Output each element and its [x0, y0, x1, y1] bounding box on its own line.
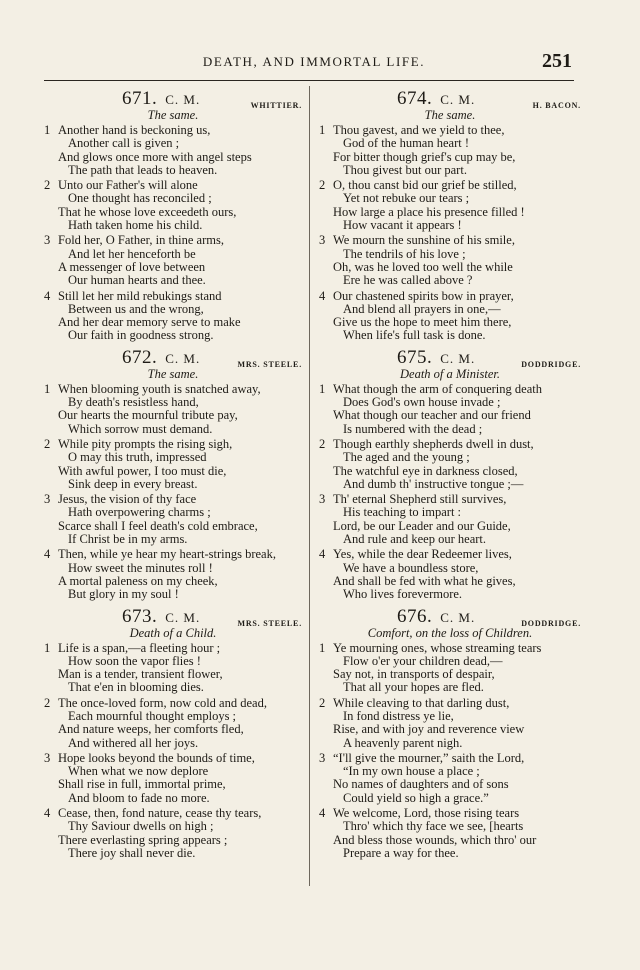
verse-line: [319, 752, 581, 765]
stanza: [44, 383, 302, 436]
verse-text: And bless those wounds, which thro' our: [333, 832, 537, 847]
verse-line: [44, 137, 302, 150]
stanza-number: 3: [44, 492, 51, 507]
verse-text: How sweet the minutes roll !: [68, 560, 213, 575]
hymn-heading: [319, 88, 581, 108]
verse-text: There everlasting spring appears ;: [58, 832, 228, 847]
verse-line: [319, 506, 581, 519]
verse-text: O, thou canst bid our grief be stilled,: [333, 178, 517, 193]
verse-line: [319, 451, 581, 464]
verse-line: [44, 778, 302, 791]
verse-line: [44, 438, 302, 451]
stanza-number: 4: [44, 806, 51, 821]
verse-line: [319, 465, 581, 478]
verse-text: There joy shall never die.: [68, 845, 196, 860]
verse-line: [319, 710, 581, 723]
verse-text: Is numbered with the dead ;: [343, 421, 483, 436]
verse-line: [44, 697, 302, 710]
verse-text: How large a place his presence filled !: [333, 204, 525, 219]
verse-line: [44, 248, 302, 261]
verse-line: [44, 642, 302, 655]
stanza-number: 2: [44, 695, 51, 710]
verse-text: Rise, and with joy and reverence view: [333, 722, 525, 737]
verse-line: [319, 248, 581, 261]
hymn-meter: C. M.: [440, 92, 476, 107]
stanza-number: 2: [44, 178, 51, 193]
stanza-number: 1: [319, 640, 326, 655]
verse-text: Thy Saviour dwells on high ;: [68, 819, 214, 834]
verse-line: [44, 179, 302, 192]
stanza: [44, 438, 302, 491]
hymn: [44, 606, 302, 861]
verse-text: Yes, while the dear Redeemer lives,: [333, 547, 512, 562]
stanza-number: 1: [319, 381, 326, 396]
verse-line: [44, 575, 302, 588]
verse-text: O may this truth, impressed: [68, 450, 207, 465]
hymn-subtitle: The same.: [424, 108, 476, 122]
verse-text: Hope looks beyond the bounds of time,: [58, 750, 255, 765]
verse-text: Fold her, O Father, in thine arms,: [58, 233, 224, 248]
stanza-number: 1: [44, 381, 51, 396]
verse-line: [44, 533, 302, 546]
verse-line: [319, 274, 581, 287]
verse-text: Thou gavest, and we yield to thee,: [333, 123, 505, 137]
verse-line: [319, 179, 581, 192]
stanza: [319, 383, 581, 436]
verse-text: Jesus, the vision of thy face: [58, 492, 197, 507]
verse-text: A mortal paleness on my cheek,: [58, 573, 218, 588]
verse-text: Say not, in transports of despair,: [333, 667, 495, 682]
verse-text: Another call is given ;: [68, 136, 180, 151]
composer-name: DODDRIDGE.: [521, 618, 581, 628]
verse-text: By death's resistless hand,: [68, 395, 199, 410]
verse-text: A heavenly parent nigh.: [343, 735, 463, 750]
verse-line: [319, 493, 581, 506]
verse-line: [44, 655, 302, 668]
verse-text: Thro' which thy face we see, [hearts: [343, 819, 524, 834]
hymn-subtitle: The same.: [147, 108, 199, 122]
verse-line: [319, 655, 581, 668]
verse-text: That all your hopes are fled.: [343, 680, 484, 695]
verse-line: [44, 409, 302, 422]
stanza-number: 4: [319, 288, 326, 303]
verse-line: [44, 668, 302, 681]
verse-line: [44, 478, 302, 491]
verse-text: How soon the vapor flies !: [68, 653, 201, 668]
verse-line: [319, 438, 581, 451]
verse-line: [44, 383, 302, 396]
verse-line: [319, 383, 581, 396]
verse-line: [44, 303, 302, 316]
stanza: [44, 548, 302, 601]
verse-text: And let her henceforth be: [68, 246, 196, 261]
verse-text: And blend all prayers in one,—: [343, 301, 501, 316]
hymn-number: [122, 88, 200, 110]
verse-line: [319, 668, 581, 681]
stanza: [319, 807, 581, 860]
hymn-number: [397, 606, 475, 628]
verse-text: Our human hearts and thee.: [68, 273, 206, 288]
stanza-number: 4: [319, 547, 326, 562]
stanza-number: 3: [44, 750, 51, 765]
verse-line: [319, 423, 581, 436]
verse-line: [319, 642, 581, 655]
hymn-number-text: 676.: [397, 605, 433, 627]
header-rule: [44, 80, 574, 81]
verse-line: [44, 423, 302, 436]
stanza-number: 1: [44, 123, 51, 137]
hymn-heading: [44, 606, 302, 626]
hymn: [319, 347, 581, 602]
hymn-subtitle: The same.: [147, 366, 199, 381]
verse-line: [319, 261, 581, 274]
verse-line: [319, 137, 581, 150]
verse-text: Our faith in goodness strong.: [68, 328, 214, 343]
verse-text: Life is a span,—a fleeting hour ;: [58, 640, 221, 655]
verse-text: Flow o'er your children dead,—: [343, 653, 503, 668]
composer-name: H. BACON.: [532, 101, 581, 110]
stanza-number: 2: [44, 436, 51, 451]
verse-line: [44, 820, 302, 833]
verse-line: [319, 290, 581, 303]
verse-text: Still let her mild rebukings stand: [58, 288, 222, 303]
verse-text: Then, while ye hear my heart-strings break,: [58, 547, 276, 562]
verse-text: His teaching to impart :: [343, 505, 462, 520]
verse-line: [319, 723, 581, 736]
verse-line: [319, 234, 581, 247]
stanza-number: 2: [319, 695, 326, 710]
stanza: [319, 548, 581, 601]
hymn-meter: C. M.: [440, 350, 476, 366]
verse-line: [44, 710, 302, 723]
hymn-number-text: 674.: [397, 88, 433, 109]
stanza: [319, 290, 581, 343]
verse-text: Hath overpowering charms ;: [68, 505, 211, 520]
verse-line: [44, 234, 302, 247]
verse-line: [44, 164, 302, 177]
verse-text: We welcome, Lord, those rising tears: [333, 806, 520, 821]
verse-line: [319, 807, 581, 820]
verse-text: And her dear memory serve to make: [58, 315, 241, 330]
verse-text: “In my own house a place ;: [343, 764, 480, 779]
verse-line: [44, 493, 302, 506]
verse-line: [319, 316, 581, 329]
verse-text: Shall rise in full, immortal prime,: [58, 777, 226, 792]
stanza-number: 3: [319, 492, 326, 507]
verse-text: The aged and the young ;: [343, 450, 470, 465]
verse-line: [44, 807, 302, 820]
verse-line: [319, 520, 581, 533]
stanza: [44, 290, 302, 343]
verse-line: [319, 396, 581, 409]
verse-text: Between us and the wrong,: [68, 301, 204, 316]
verse-text: Our chastened spirits bow in prayer,: [333, 288, 514, 303]
verse-text: Prepare a way for thee.: [343, 845, 459, 860]
verse-line: [319, 562, 581, 575]
hymn-number-text: 675.: [397, 346, 433, 368]
verse-text: The tendrils of his love ;: [343, 246, 466, 261]
verse-line: [319, 303, 581, 316]
verse-text: No names of daughters and of sons: [333, 777, 509, 792]
verse-text: And bloom to fade no more.: [68, 790, 210, 805]
verse-line: [319, 164, 581, 177]
composer-name: WHITTIER.: [250, 101, 302, 110]
verse-line: [44, 261, 302, 274]
verse-text: That he whose love exceedeth ours,: [58, 204, 237, 219]
verse-text: Unto our Father's will alone: [58, 178, 198, 193]
stanza: [319, 179, 581, 232]
verse-line: [44, 548, 302, 561]
verse-line: [44, 737, 302, 750]
stanza: [44, 807, 302, 860]
hymn: [319, 88, 581, 343]
verse-text: One thought has reconciled ;: [68, 191, 212, 206]
verse-line: [319, 206, 581, 219]
verse-line: [319, 697, 581, 710]
hymn-subtitle: Comfort, on the loss of Children.: [367, 625, 533, 640]
verse-text: In fond distress ye lie,: [343, 708, 454, 723]
verse-text: But glory in my soul !: [68, 587, 179, 602]
hymn-heading: [319, 606, 581, 626]
verse-line: [319, 409, 581, 422]
verse-text: Give us the hope to meet him there,: [333, 315, 512, 330]
verse-line: [319, 847, 581, 860]
hymn-subtitle: Death of a Minister.: [400, 366, 500, 381]
verse-text: And withered all her joys.: [68, 735, 199, 750]
verse-text: And shall be fed with what he gives,: [333, 573, 516, 588]
verse-text: Sink deep in every breast.: [68, 476, 198, 491]
verse-text: The watchful eye in darkness closed,: [333, 463, 518, 478]
verse-line: [319, 533, 581, 546]
stanza: [44, 752, 302, 805]
verse-line: [44, 274, 302, 287]
stanza: [44, 493, 302, 546]
column-divider: [309, 86, 310, 886]
verse-line: [44, 588, 302, 601]
verse-text: Another hand is beckoning us,: [58, 123, 211, 137]
hymn: [44, 88, 302, 343]
verse-line: [319, 151, 581, 164]
verse-line: [319, 478, 581, 491]
stanza: [319, 642, 581, 695]
stanza-number: 1: [44, 640, 51, 655]
hymn-heading: [319, 347, 581, 367]
verse-line: [44, 520, 302, 533]
stanza: [44, 124, 302, 177]
stanza-number: 1: [319, 123, 326, 137]
verse-text: Ere he was called above ?: [343, 273, 473, 288]
verse-line: [319, 792, 581, 805]
verse-line: [319, 329, 581, 342]
verse-line: [44, 290, 302, 303]
verse-text: Which sorrow must demand.: [68, 421, 213, 436]
verse-line: [44, 316, 302, 329]
composer-name: DODDRIDGE.: [521, 359, 581, 369]
verse-line: [44, 192, 302, 205]
stanza-number: 3: [44, 233, 51, 248]
stanza: [319, 752, 581, 805]
verse-text: Man is a tender, transient flower,: [58, 667, 223, 682]
stanza: [319, 124, 581, 177]
verse-line: [44, 681, 302, 694]
hymn-number: [397, 347, 475, 369]
stanza-number: 3: [319, 750, 326, 765]
hymn: [319, 606, 581, 861]
hymn-number-text: 673.: [122, 605, 158, 627]
verse-text: Each mournful thought employs ;: [68, 708, 237, 723]
verse-text: The once-loved form, now cold and dead,: [58, 695, 267, 710]
stanza-number: 2: [319, 178, 326, 193]
verse-text: When blooming youth is snatched away,: [58, 381, 261, 396]
verse-line: [44, 506, 302, 519]
verse-line: [44, 792, 302, 805]
verse-line: [44, 451, 302, 464]
verse-text: That e'en in blooming dies.: [68, 680, 204, 695]
verse-line: [44, 562, 302, 575]
composer-name: MRS. STEELE.: [237, 359, 302, 369]
verse-line: [44, 847, 302, 860]
stanza: [44, 697, 302, 750]
verse-line: [44, 206, 302, 219]
verse-text: Does God's own house invade ;: [343, 395, 501, 410]
verse-text: While pity prompts the rising sigh,: [58, 436, 233, 451]
verse-text: The path that leads to heaven.: [68, 162, 218, 177]
hymn-meter: C. M.: [165, 350, 201, 366]
verse-text: Lord, be our Leader and our Guide,: [333, 518, 511, 533]
verse-line: [44, 124, 302, 137]
verse-text: We have a boundless store,: [343, 560, 479, 575]
stanza-number: 4: [319, 806, 326, 821]
hymn-meter: C. M.: [165, 609, 201, 625]
verse-text: How vacant it appears !: [343, 218, 462, 233]
verse-text: When life's full task is done.: [343, 328, 486, 343]
verse-text: While cleaving to that darling dust,: [333, 695, 510, 710]
verse-text: Could yield so high a grace.”: [343, 790, 489, 805]
verse-line: [319, 588, 581, 601]
verse-text: Who lives forevermore.: [343, 587, 463, 602]
hymn-number: [122, 347, 200, 369]
stanza-number: 3: [319, 233, 326, 248]
hymn-meter: C. M.: [440, 609, 476, 625]
verse-line: [319, 124, 581, 137]
verse-text: And dumb th' instructive tongue ;—: [343, 476, 524, 491]
verse-line: [319, 575, 581, 588]
verse-text: Though earthly shepherds dwell in dust,: [333, 436, 534, 451]
verse-text: Our hearts the mournful tribute pay,: [58, 408, 238, 423]
verse-text: Scarce shall I feel death's cold embrace,: [58, 518, 258, 533]
verse-text: And nature weeps, her comforts fled,: [58, 722, 244, 737]
stanza: [44, 179, 302, 232]
verse-line: [319, 820, 581, 833]
verse-line: [319, 765, 581, 778]
verse-text: If Christ be in my arms.: [68, 532, 188, 547]
verse-line: [44, 465, 302, 478]
hymn-number: [122, 606, 200, 628]
verse-text: What though the arm of conquering death: [333, 381, 542, 396]
stanza: [319, 438, 581, 491]
verse-text: We mourn the sunshine of his smile,: [333, 233, 515, 248]
hymn-subtitle: Death of a Child.: [129, 625, 217, 640]
verse-line: [44, 151, 302, 164]
verse-text: With awful power, I too must die,: [58, 463, 227, 478]
verse-text: God of the human heart !: [343, 136, 470, 151]
stanza: [44, 642, 302, 695]
verse-text: Thou givest but our part.: [343, 162, 467, 177]
verse-line: [319, 778, 581, 791]
verse-line: [44, 834, 302, 847]
verse-text: “I'll give the mourner,” saith the Lord,: [333, 750, 525, 765]
stanza: [44, 234, 302, 287]
right-column: [319, 88, 581, 864]
stanza-number: 2: [319, 436, 326, 451]
verse-line: [319, 548, 581, 561]
verse-text: When what we now deplore: [68, 764, 209, 779]
running-head: DEATH, AND IMMORTAL LIFE.: [202, 54, 426, 69]
left-column: [44, 88, 302, 864]
hymn-heading: [44, 347, 302, 367]
verse-line: [44, 329, 302, 342]
verse-line: [44, 219, 302, 232]
verse-text: For bitter though grief's cup may be,: [333, 149, 516, 164]
verse-text: Th' eternal Shepherd still survives,: [333, 492, 507, 507]
stanza: [319, 493, 581, 546]
verse-line: [44, 396, 302, 409]
verse-text: And rule and keep our heart.: [343, 532, 486, 547]
stanza-number: 4: [44, 288, 51, 303]
verse-line: [44, 752, 302, 765]
page-number: 251: [542, 50, 572, 72]
verse-line: [319, 681, 581, 694]
hymn-number: [397, 88, 475, 110]
verse-text: Oh, was he loved too well the while: [333, 259, 513, 274]
hymn: [44, 347, 302, 602]
hymn-number-text: 671.: [122, 88, 158, 109]
stanza: [319, 234, 581, 287]
verse-text: A messenger of love between: [58, 259, 206, 274]
stanza: [319, 697, 581, 750]
hymn-number-text: 672.: [122, 346, 158, 368]
verse-text: And glows once more with angel steps: [58, 149, 252, 164]
stanza-number: 4: [44, 547, 51, 562]
hymn-meter: C. M.: [165, 92, 201, 107]
verse-line: [319, 219, 581, 232]
verse-line: [319, 192, 581, 205]
verse-line: [44, 765, 302, 778]
verse-line: [319, 737, 581, 750]
verse-line: [44, 723, 302, 736]
verse-text: Ye mourning ones, whose streaming tears: [333, 640, 542, 655]
composer-name: MRS. STEELE.: [237, 618, 302, 628]
verse-text: What though our teacher and our friend: [333, 408, 531, 423]
verse-line: [319, 834, 581, 847]
hymn-heading: [44, 88, 302, 108]
verse-text: Yet not rebuke our tears ;: [343, 191, 470, 206]
verse-text: Cease, then, fond nature, cease thy tears,: [58, 806, 262, 821]
verse-text: Hath taken home his child.: [68, 218, 203, 233]
